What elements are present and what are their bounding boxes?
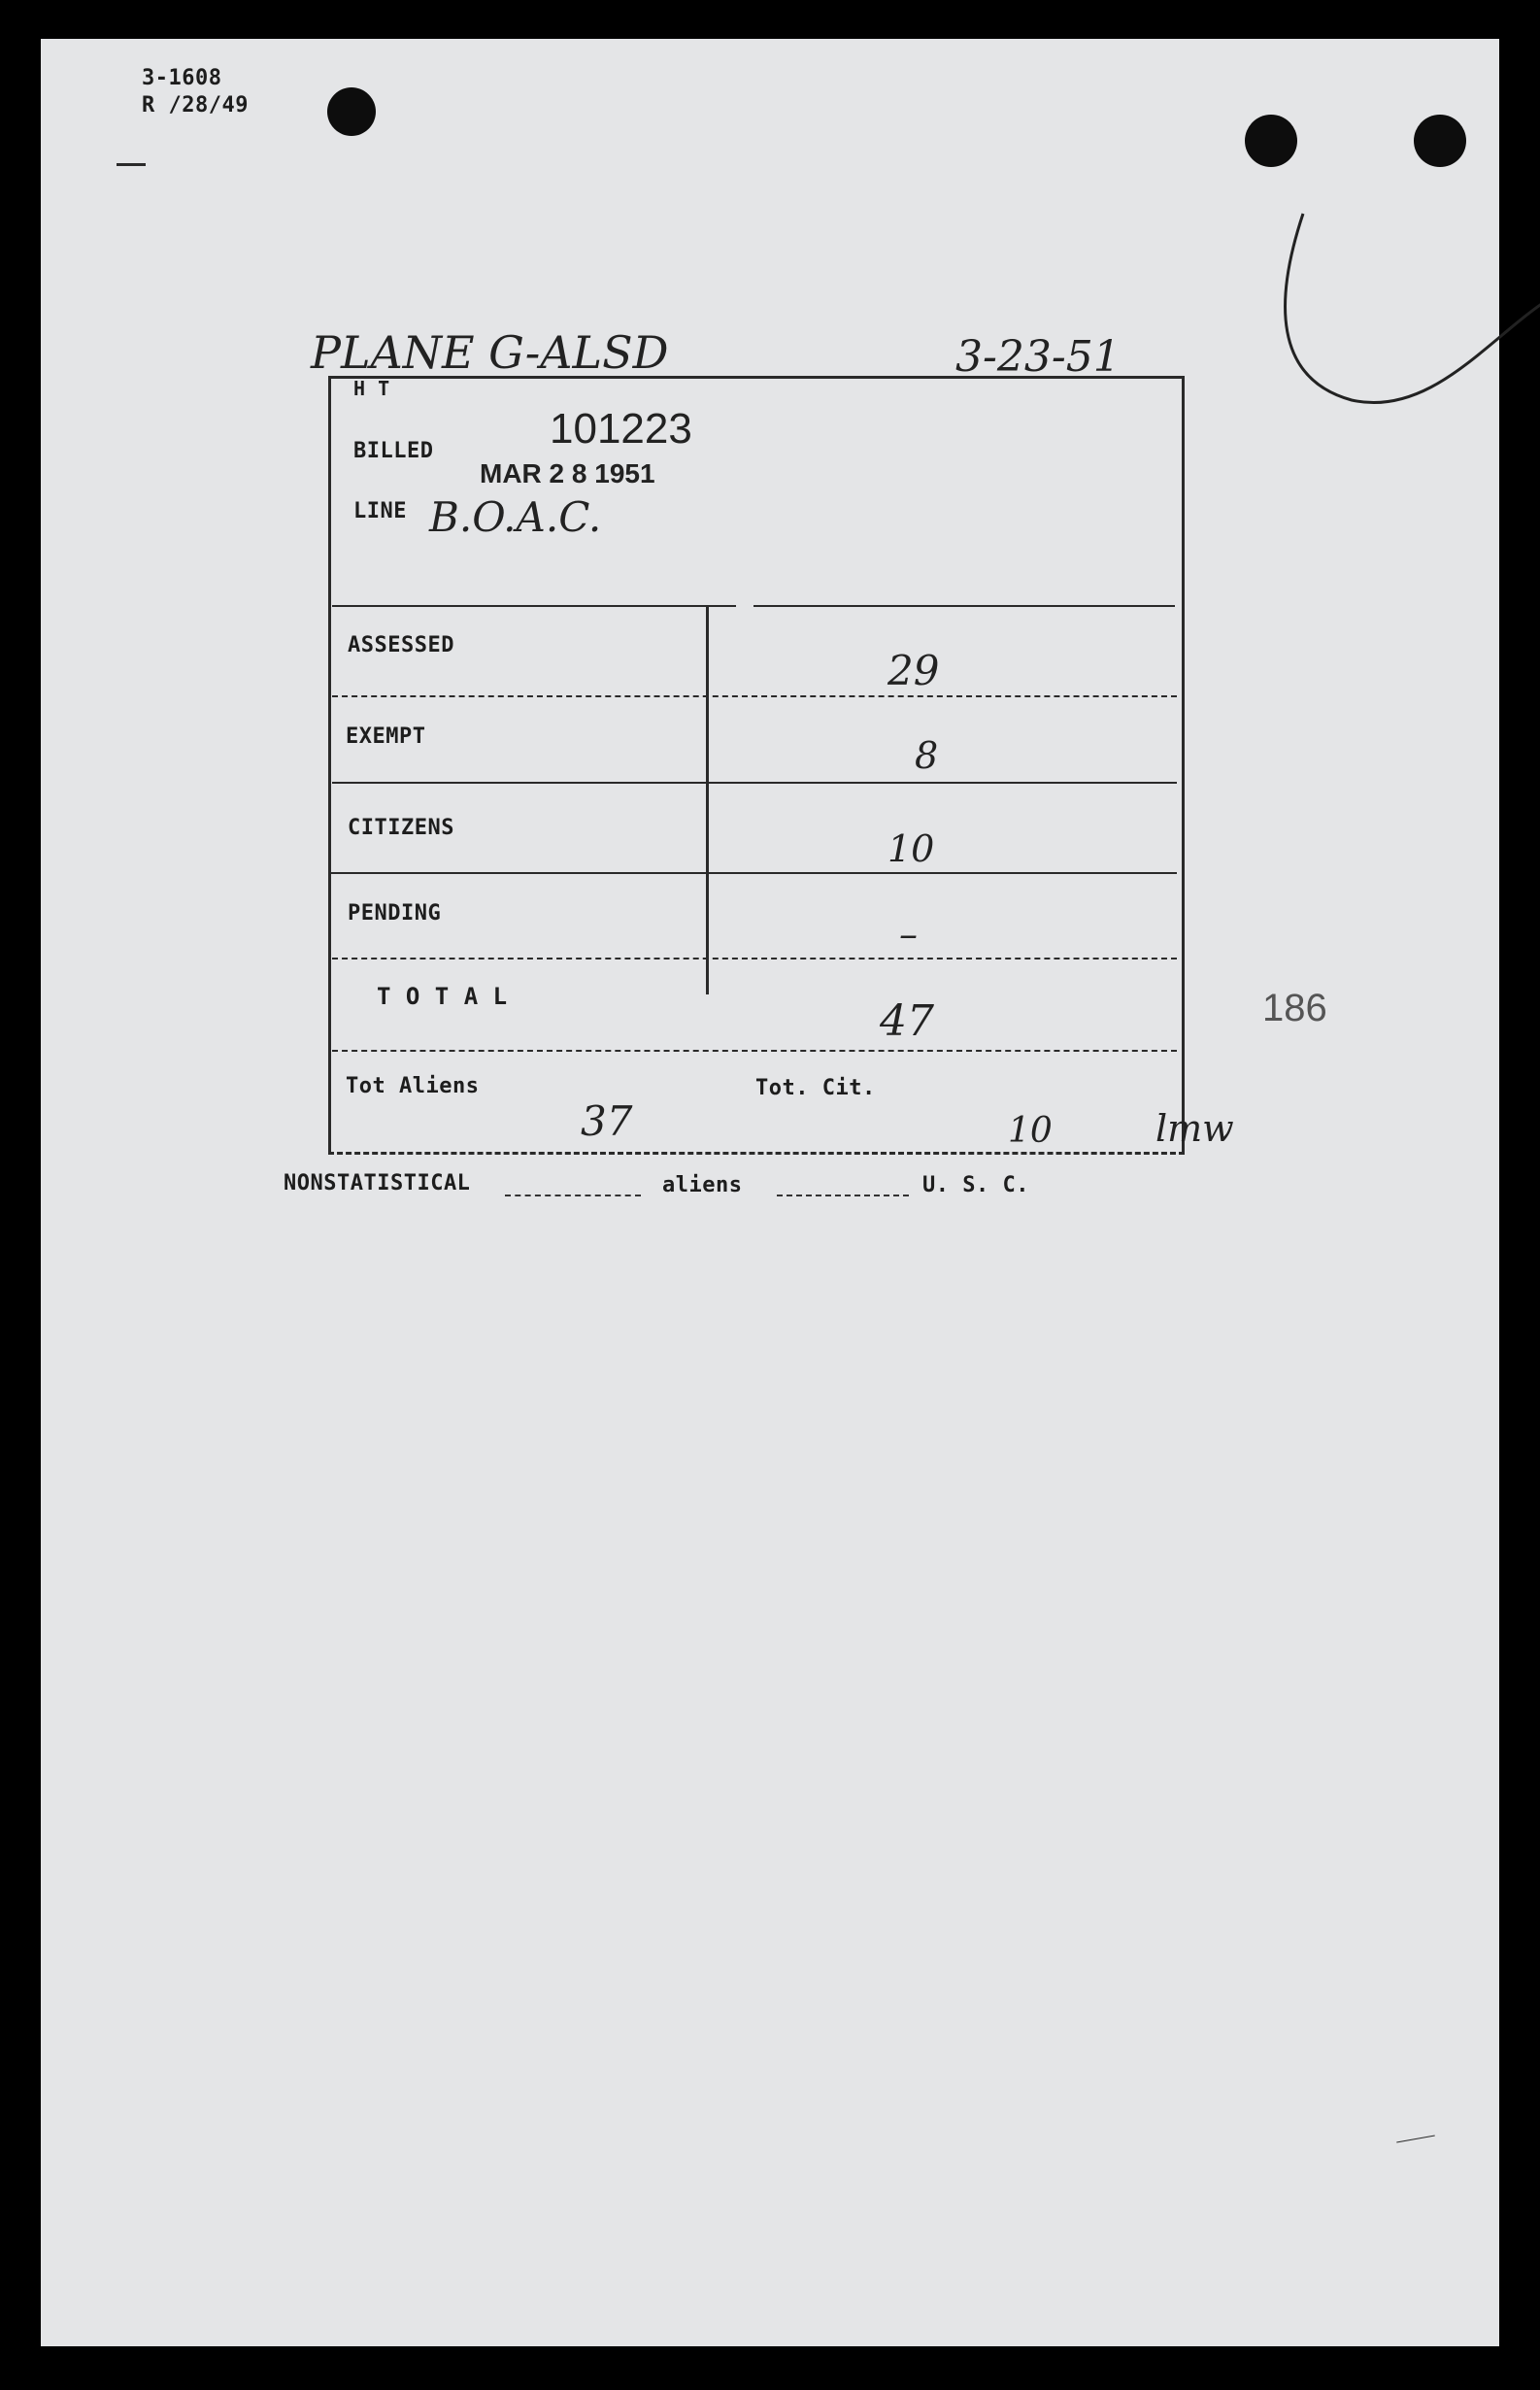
aliens-field bbox=[777, 1195, 909, 1196]
tot-aliens-label: Tot Aliens bbox=[346, 1074, 480, 1098]
pen-mark-curve bbox=[1235, 155, 1540, 408]
row-value-pending: – bbox=[899, 913, 918, 956]
document-page bbox=[41, 39, 1499, 2346]
initials: lmw bbox=[1155, 1107, 1234, 1150]
tot-cit-label: Tot. Cit. bbox=[755, 1076, 876, 1100]
row-divider-2 bbox=[332, 782, 1177, 784]
aliens-label: aliens bbox=[662, 1173, 743, 1197]
row-divider-5 bbox=[332, 1050, 1177, 1052]
row-label-assessed: ASSESSED bbox=[348, 633, 454, 657]
row-divider-1 bbox=[332, 695, 1177, 697]
row-label-exempt: EXEMPT bbox=[346, 724, 426, 749]
mark-dash bbox=[117, 163, 146, 166]
line-value: B.O.A.C. bbox=[429, 493, 602, 541]
total-label: T O T A L bbox=[377, 983, 508, 1010]
row-divider-3 bbox=[328, 872, 1177, 874]
row-label-citizens: CITIZENS bbox=[348, 816, 454, 840]
billed-number: 101223 bbox=[550, 405, 692, 453]
form-revision: R /28/49 bbox=[142, 93, 249, 118]
row-value-exempt: 8 bbox=[915, 734, 939, 777]
table-center-rule bbox=[706, 606, 709, 994]
nonstatistical-label: NONSTATISTICAL bbox=[284, 1171, 471, 1195]
line-label: LINE bbox=[353, 499, 407, 523]
ht-label: H T bbox=[353, 377, 390, 400]
tot-aliens-value: 37 bbox=[581, 1097, 633, 1145]
total-value: 47 bbox=[880, 996, 934, 1046]
table-top-rule-right bbox=[753, 605, 1175, 607]
form-number: 3-1608 bbox=[142, 66, 222, 90]
usc-label: U. S. C. bbox=[922, 1173, 1029, 1197]
tot-cit-value: 10 bbox=[1008, 1111, 1053, 1151]
punch-hole-left bbox=[327, 87, 376, 136]
page-number: 186 bbox=[1262, 987, 1327, 1029]
row-value-citizens: 10 bbox=[887, 827, 935, 870]
table-top-rule-left bbox=[332, 605, 736, 607]
header-date: 3-23-51 bbox=[955, 332, 1121, 382]
row-value-assessed: 29 bbox=[887, 647, 940, 694]
row-divider-4 bbox=[332, 958, 1177, 959]
plane-id: PLANE G-ALSD bbox=[311, 326, 669, 379]
stray-mark bbox=[1396, 2136, 1435, 2143]
billed-label: BILLED bbox=[353, 439, 434, 463]
row-label-pending: PENDING bbox=[348, 901, 442, 926]
nonstatistical-field bbox=[505, 1195, 641, 1196]
billed-date-stamp: MAR 2 8 1951 bbox=[480, 458, 655, 488]
